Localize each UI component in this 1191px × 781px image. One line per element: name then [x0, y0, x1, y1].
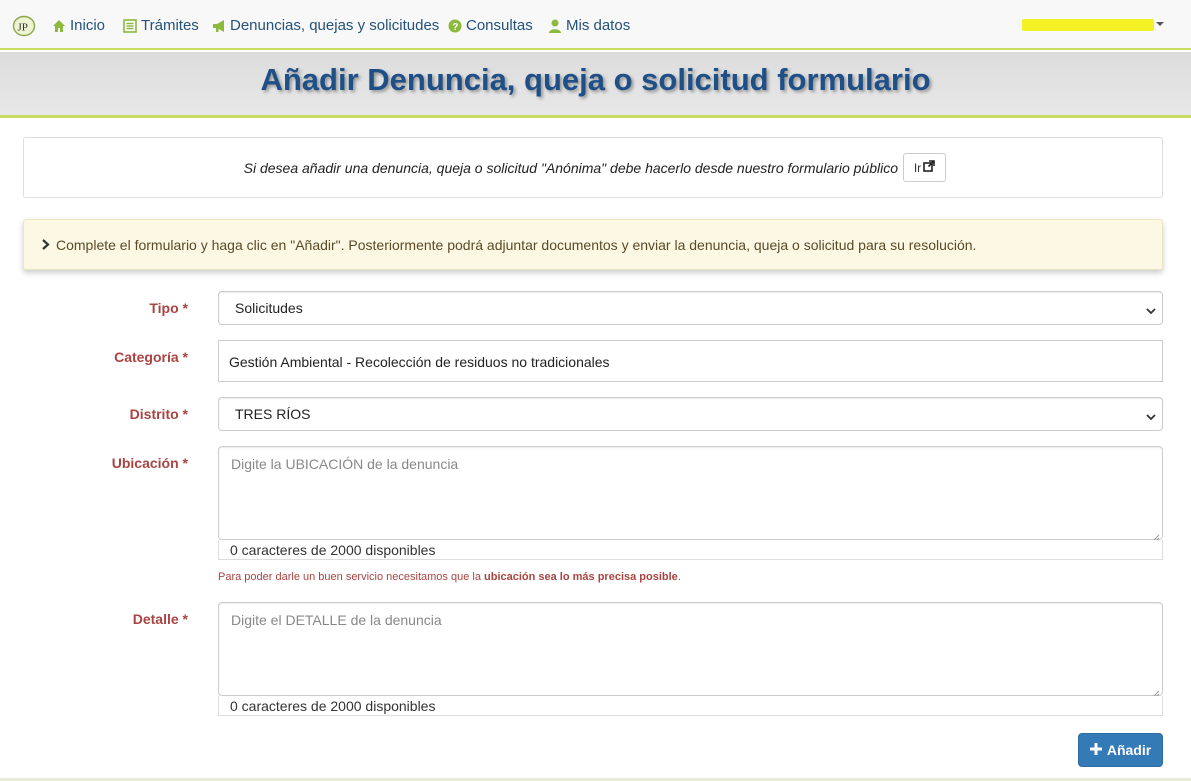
- anonymous-info-panel: [23, 137, 1163, 198]
- tipo-selected-value: Solicitudes: [235, 300, 303, 316]
- resize-grip-icon[interactable]: [1152, 529, 1160, 537]
- ir-button-label: Ir: [913, 160, 922, 175]
- nav-mis-datos-label: Mis datos: [566, 17, 631, 34]
- redacted-username: [1022, 19, 1154, 31]
- svg-text:?: ?: [452, 21, 459, 33]
- ir-button[interactable]: [903, 153, 946, 182]
- jp-logo-icon[interactable]: [12, 15, 36, 37]
- detalle-placeholder: Digite el DETALLE de la denuncia: [231, 612, 442, 628]
- hint-suffix: .: [677, 571, 681, 583]
- detalle-label: Detalle *: [132, 611, 188, 627]
- top-navbar: [0, 0, 1191, 50]
- categoria-field[interactable]: [218, 340, 1163, 382]
- ubicacion-counter-text: 0 caracteres de 2000 disponibles: [230, 542, 436, 558]
- chevron-right-icon: [41, 237, 50, 253]
- home-icon: [52, 19, 66, 33]
- nav-consultas-label: Consultas: [466, 17, 533, 34]
- instructions-text: Complete el formulario y haga clic en "Añadir". Posteriormente podrá adjuntar documentos y enviar la denuncia, queja o solicitud para su resolución.: [56, 237, 977, 253]
- nav-denuncias[interactable]: [212, 17, 439, 34]
- external-link-icon: [923, 160, 935, 175]
- nav-inicio-label: Inicio: [70, 17, 106, 34]
- distrito-select[interactable]: [218, 397, 1163, 431]
- ubicacion-hint: [218, 571, 681, 583]
- nav-denuncias-label: Denuncias, quejas y solicitudes: [230, 17, 440, 34]
- megaphone-icon: [212, 19, 226, 33]
- detalle-counter-text: 0 caracteres de 2000 disponibles: [230, 698, 436, 714]
- ubicacion-label: Ubicación *: [111, 455, 188, 471]
- hint-emphasis: ubicación sea lo más precisa posible: [484, 571, 678, 583]
- add-button-label: Añadir: [1106, 742, 1152, 758]
- distrito-selected-value: TRES RÍOS: [235, 406, 311, 422]
- tipo-label: Tipo *: [149, 300, 188, 316]
- nav-tramites[interactable]: [123, 17, 199, 34]
- page-title: Añadir Denuncia, queja o solicitud formulario: [260, 62, 931, 97]
- categoria-value: Gestión Ambiental - Recolección de residuos no tradicionales: [229, 354, 610, 370]
- ubicacion-placeholder: Digite la UBICACIÓN de la denuncia: [231, 456, 459, 472]
- user-menu[interactable]: [1022, 17, 1162, 35]
- user-icon: [548, 19, 562, 33]
- chevron-down-icon: [1146, 409, 1156, 419]
- ubicacion-char-counter: [218, 540, 1163, 560]
- anonymous-info-text: Si desea añadir una denuncia, queja o solicitud "Anónima" debe hacerlo desde nuestro formulario público: [243, 160, 898, 176]
- resize-grip-icon[interactable]: [1152, 685, 1160, 693]
- nav-inicio[interactable]: [52, 17, 105, 34]
- hint-prefix: Para poder darle un buen servicio necesitamos que la: [218, 571, 484, 583]
- page-header: [0, 52, 1191, 118]
- distrito-label: Distrito *: [129, 406, 188, 422]
- detalle-char-counter: [218, 696, 1163, 716]
- ubicacion-textarea[interactable]: [218, 446, 1163, 540]
- question-circle-icon: [448, 19, 462, 33]
- list-icon: [123, 19, 137, 33]
- tipo-select[interactable]: [218, 291, 1163, 325]
- plus-icon: [1090, 742, 1102, 758]
- add-button[interactable]: [1078, 733, 1163, 767]
- nav-consultas[interactable]: [448, 17, 533, 34]
- instructions-notice: [23, 219, 1163, 270]
- categoria-label: Categoría *: [114, 349, 188, 365]
- caret-down-icon: [1156, 22, 1164, 26]
- svg-text:JP: JP: [17, 21, 28, 34]
- nav-tramites-label: Trámites: [141, 17, 199, 34]
- detalle-textarea[interactable]: [218, 602, 1163, 696]
- nav-mis-datos[interactable]: [548, 17, 630, 34]
- chevron-down-icon: [1146, 303, 1156, 313]
